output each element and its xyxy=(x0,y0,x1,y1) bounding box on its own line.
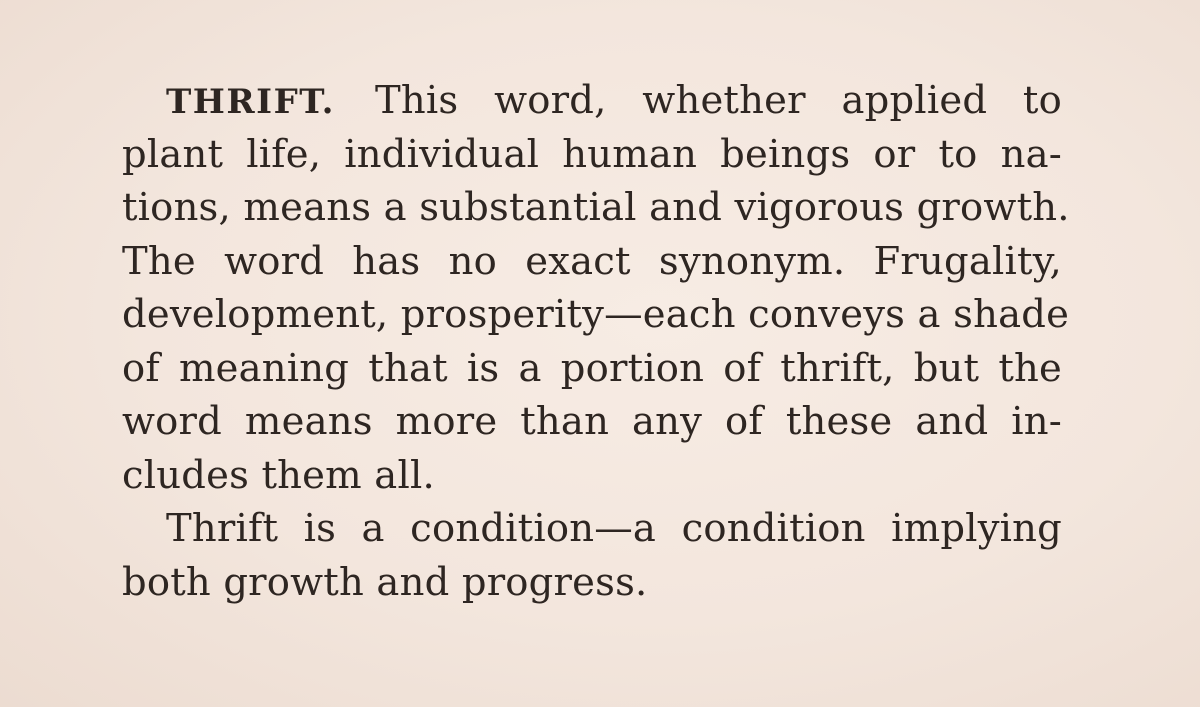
paragraph-thrift-definition xyxy=(122,74,1070,502)
line-text: This word, whether applied to xyxy=(374,78,1062,123)
paragraph-thrift-condition xyxy=(122,502,1062,609)
text-line: of meaning that is a portion of thrift, but the xyxy=(122,345,1062,391)
text-line: cludes them all. xyxy=(122,452,435,498)
text-line: word means more than any of these and in- xyxy=(122,399,1062,444)
text-line: both growth and progress. xyxy=(122,559,648,605)
text-line xyxy=(122,74,1062,128)
text-line: The word has no exact synonym. Frugality, xyxy=(122,238,1062,284)
text-line: plant life, individual human beings or to na- xyxy=(122,131,1062,177)
text-line: tions, means a substantial and vigorous growth. xyxy=(122,185,1070,230)
text-line: development, prosperity—each conveys a shade xyxy=(122,292,1070,337)
text-block xyxy=(122,74,1070,609)
heading-thrift: THRIFT. xyxy=(166,82,335,122)
text-line: Thrift is a condition—a condition implying xyxy=(166,506,1062,551)
